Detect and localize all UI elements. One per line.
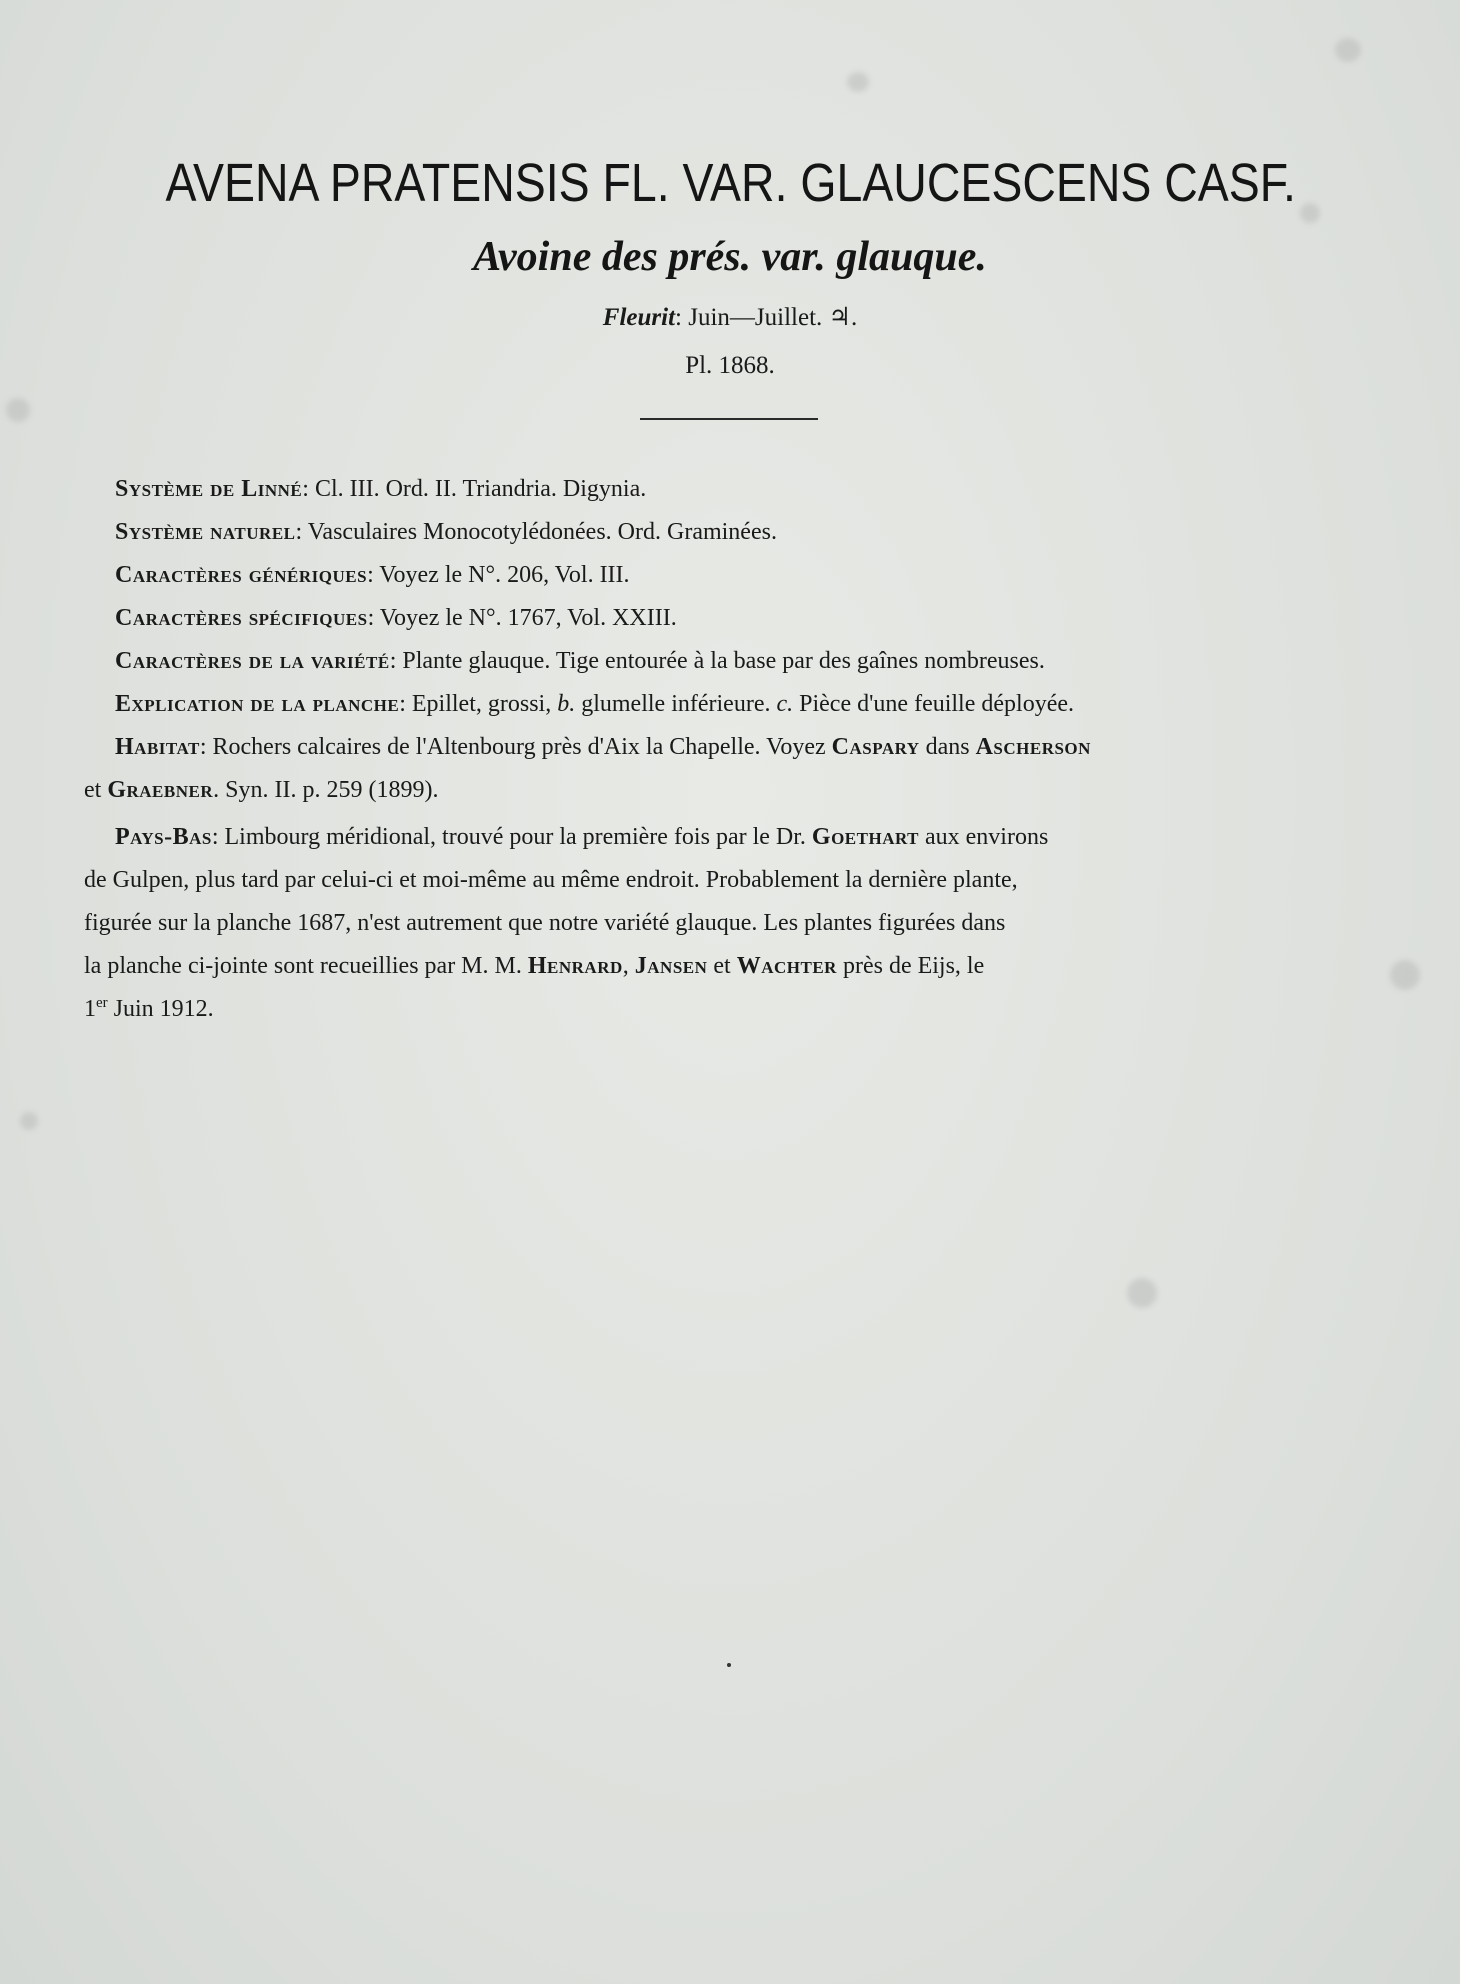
paysbas-line-1	[84, 816, 1374, 859]
paysbas-line-2: de Gulpen, plus tard par celui-ci et moi-même au même endroit. Probablement la dernière plante,	[84, 867, 1018, 893]
author-name: Graebner	[107, 777, 214, 803]
figure-letter-b: b.	[557, 691, 576, 717]
section-specifiques	[84, 597, 1374, 640]
paysbas-line-4	[84, 945, 1374, 988]
section-text: et	[84, 777, 108, 803]
author-name: Caspary	[831, 734, 920, 760]
author-name: Wachter	[736, 953, 837, 979]
section-text: : Limbourg méridional, trouvé pour la première fois par le Dr.	[211, 824, 812, 850]
section-linne	[84, 468, 1374, 511]
section-text: aux environs	[919, 824, 1049, 850]
figure-letter-c: c.	[776, 691, 794, 717]
stray-dot	[727, 1663, 731, 1667]
section-habitat	[84, 726, 1374, 812]
flowering-label: Fleurit	[602, 304, 676, 331]
section-naturel	[84, 511, 1374, 554]
foxing-spot	[1335, 38, 1361, 62]
author-name: Jansen	[634, 953, 708, 979]
section-text: : Voyez le N°. 206, Vol. III.	[367, 562, 630, 588]
author-name: Henrard	[527, 953, 623, 979]
section-explication	[84, 683, 1374, 726]
section-label: Pays-Bas	[115, 824, 212, 850]
section-text: la planche ci-jointe sont recueillies par M. M.	[84, 953, 528, 979]
author-name: Ascherson	[975, 734, 1091, 760]
page-subtitle: Avoine des prés. var. glauque.	[473, 234, 987, 280]
foxing-spot	[6, 398, 30, 422]
section-text: : Cl. III. Ord. II. Triandria. Digynia.	[302, 476, 647, 502]
page-title: AVENA PRATENSIS FL. VAR. GLAUCESCENS CASF.	[165, 153, 1296, 213]
section-label: Caractères de la variété	[115, 648, 390, 674]
section-text: : Epillet, grossi,	[399, 691, 558, 717]
section-text: : Rochers calcaires de l'Altenbourg près d'Aix la Chapelle. Voyez	[199, 734, 832, 760]
section-text: dans	[919, 734, 976, 760]
section-generiques	[84, 554, 1374, 597]
section-variete	[84, 640, 1374, 683]
date-rest: Juin 1912.	[107, 996, 214, 1022]
foxing-spot	[20, 1112, 38, 1130]
foxing-spot	[1127, 1278, 1157, 1308]
section-label: Système naturel	[115, 519, 296, 545]
section-text: près de Eijs, le	[836, 953, 985, 979]
paysbas-line-5	[84, 988, 1374, 1031]
flowering-period	[0, 302, 1460, 332]
date-number: 1	[84, 996, 96, 1022]
section-text: Pièce d'une feuille déployée.	[793, 691, 1074, 717]
habitat-line-1	[84, 726, 1374, 769]
habitat-line-2	[84, 769, 1374, 812]
section-label: Explication de la planche	[115, 691, 400, 717]
author-name: Goethart	[811, 824, 919, 850]
paysbas-line-3: figurée sur la planche 1687, n'est autrement que notre variété glauque. Les plantes figurées dans	[84, 910, 1006, 936]
section-text: : Vasculaires Monocotylédonées. Ord. Graminées.	[295, 519, 777, 545]
section-text: ,	[622, 953, 635, 979]
section-text: : Plante glauque. Tige entourée à la base par des gaînes nombreuses.	[389, 648, 1045, 674]
flowering-value: : Juin—Juillet. ♃.	[675, 304, 858, 331]
section-label: Système de Linné	[115, 476, 303, 502]
foxing-spot	[1390, 960, 1420, 990]
title-divider	[640, 418, 818, 420]
description-body	[84, 468, 1374, 1031]
section-text: . Syn. II. p. 259 (1899).	[213, 777, 439, 803]
section-label: Caractères génériques	[115, 562, 368, 588]
plate-number: Pl. 1868.	[685, 352, 775, 379]
section-text: glumelle inférieure.	[575, 691, 777, 717]
section-text: : Voyez le N°. 1767, Vol. XXIII.	[367, 605, 677, 631]
foxing-spot	[847, 72, 869, 92]
section-label: Caractères spécifiques	[115, 605, 368, 631]
section-pays-bas	[84, 816, 1374, 1031]
date-superscript: er	[96, 995, 108, 1011]
section-label: Habitat	[115, 734, 200, 760]
section-text: et	[707, 953, 737, 979]
